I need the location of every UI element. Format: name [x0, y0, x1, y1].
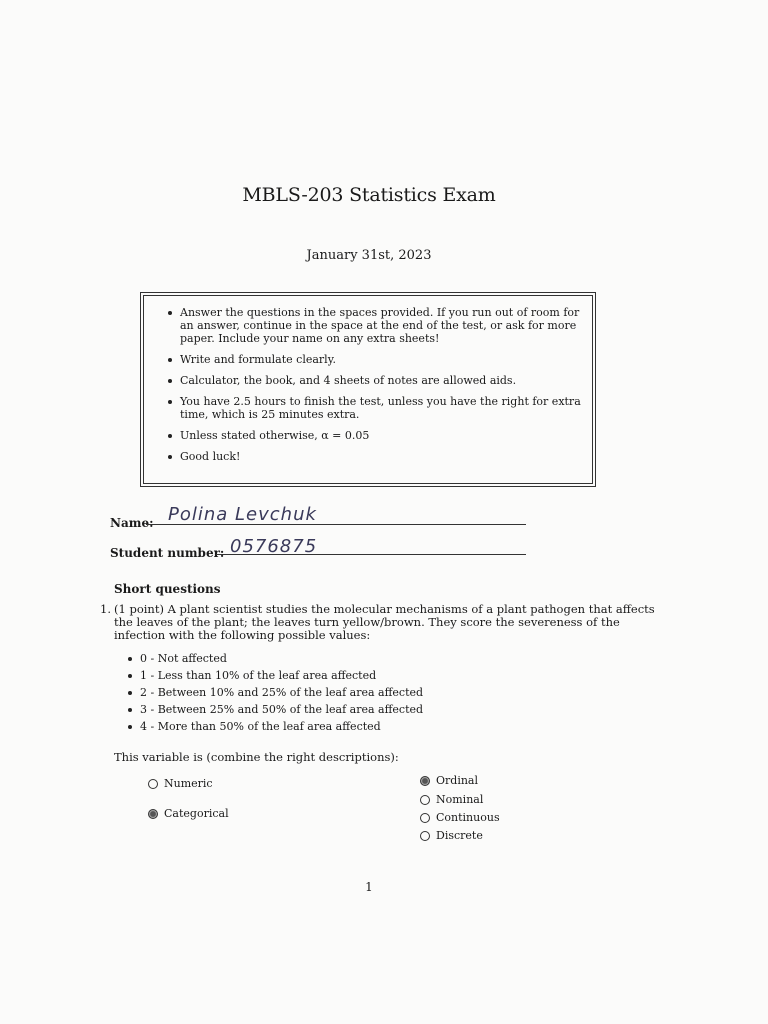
choice-label: Continuous	[436, 811, 500, 824]
value-item: 4 - More than 50% of the leaf area affected	[126, 718, 656, 735]
instruction-item: Unless stated otherwise, α = 0.05	[166, 429, 586, 442]
radio-discrete[interactable]	[420, 831, 430, 841]
page-number: 1	[365, 880, 373, 894]
choice-label: Ordinal	[436, 774, 478, 787]
choice-categorical[interactable]	[148, 807, 229, 820]
student-number-label: Student number:	[110, 546, 225, 560]
instruction-item: You have 2.5 hours to finish the test, unless you have the right for extra time, which is 25 minutes extra.	[166, 395, 586, 421]
instruction-item: Write and formulate clearly.	[166, 353, 586, 366]
section-title: Short questions	[114, 582, 221, 596]
choice-label: Discrete	[436, 829, 483, 842]
choice-label: Categorical	[164, 807, 229, 820]
radio-categorical[interactable]	[148, 809, 158, 819]
radio-continuous[interactable]	[420, 813, 430, 823]
instruction-item: Good luck!	[166, 450, 586, 463]
choice-ordinal[interactable]	[420, 774, 478, 787]
value-item: 3 - Between 25% and 50% of the leaf area affected	[126, 701, 656, 718]
radio-nominal[interactable]	[420, 795, 430, 805]
choice-continuous[interactable]	[420, 811, 500, 824]
value-item: 2 - Between 10% and 25% of the leaf area affected	[126, 684, 656, 701]
value-list	[126, 650, 656, 735]
question-prompt: This variable is (combine the right descriptions):	[114, 750, 399, 764]
exam-title: MBLS-203 Statistics Exam	[242, 184, 496, 206]
instructions-box	[140, 292, 596, 487]
question-text: (1 point) A plant scientist studies the molecular mechanisms of a plant pathogen that affects the leaves of the plant; the leaves turn yellow/brown. They score the severeness of the infection with the following possible values:	[114, 602, 655, 642]
instructions-list	[166, 306, 586, 463]
value-item: 0 - Not affected	[126, 650, 656, 667]
radio-ordinal[interactable]	[420, 776, 430, 786]
question-1	[100, 603, 656, 735]
instruction-item: Answer the questions in the spaces provided. If you run out of room for an answer, continue in the space at the end of the test, or ask for more paper. Include your name on any extra sheets!	[166, 306, 586, 345]
choice-discrete[interactable]	[420, 829, 483, 842]
student-number-handwritten[interactable]: 0576875	[230, 536, 318, 557]
value-item: 1 - Less than 10% of the leaf area affected	[126, 667, 656, 684]
choice-numeric[interactable]	[148, 777, 213, 790]
name-handwritten[interactable]: Polina Levchuk	[168, 504, 317, 525]
name-label: Name:	[110, 516, 154, 530]
question-number: 1.	[100, 602, 111, 616]
radio-numeric[interactable]	[148, 779, 158, 789]
exam-date: January 31st, 2023	[306, 248, 432, 263]
choice-label: Nominal	[436, 793, 484, 806]
choice-nominal[interactable]	[420, 793, 483, 806]
choice-label: Numeric	[164, 777, 213, 790]
instruction-item: Calculator, the book, and 4 sheets of notes are allowed aids.	[166, 374, 586, 387]
